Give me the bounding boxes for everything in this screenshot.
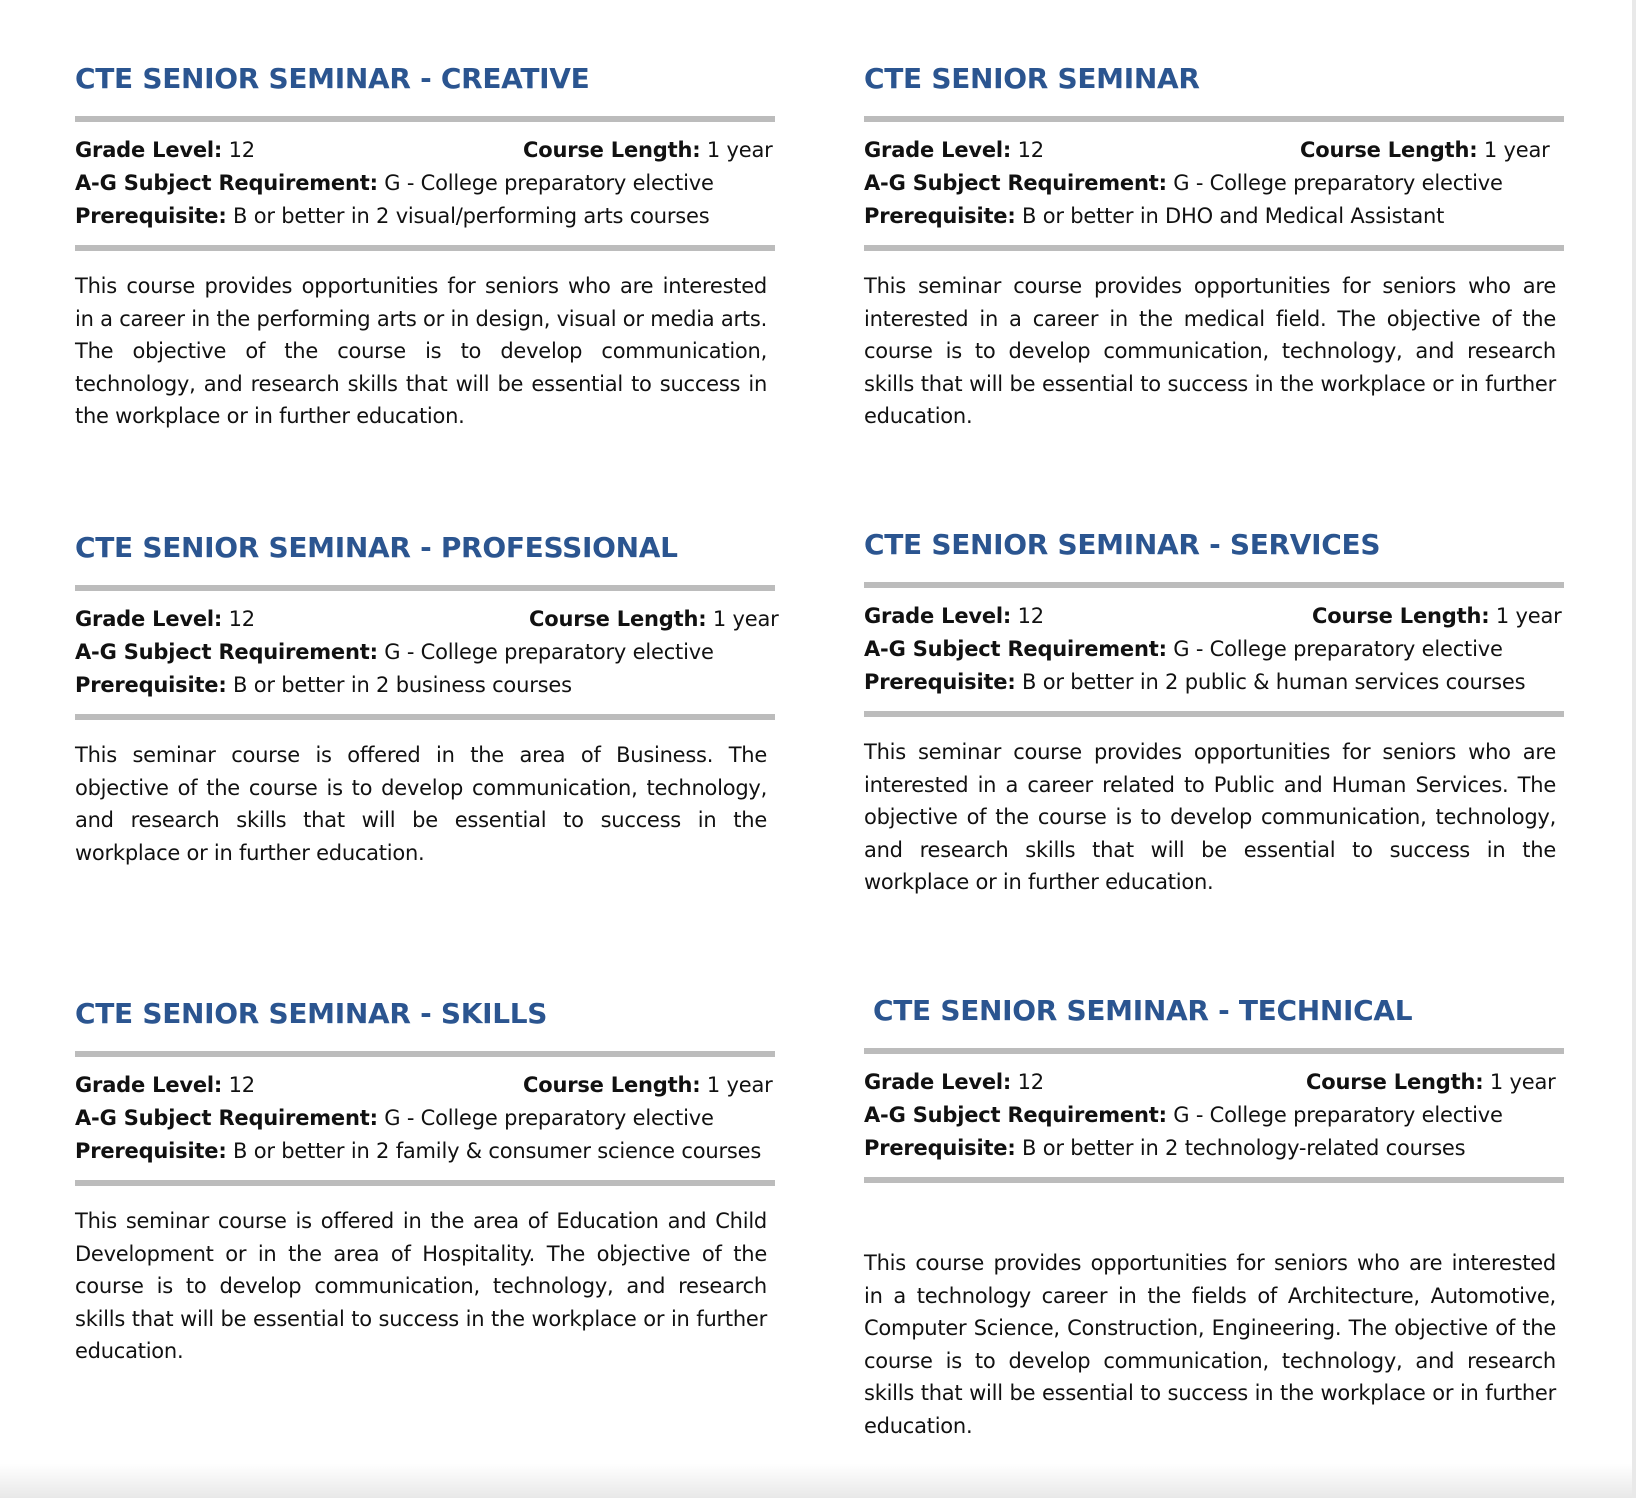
course-title: CTE SENIOR SEMINAR (864, 62, 1200, 95)
course-meta (75, 603, 779, 702)
course-description: This course provides opportunities for seniors who are interested in a technology career in the fields of Architecture, Automotive, Computer Science, Construction, Engineering. The objective of the course is to develop communication, technology, and research skills that will be essential to success in the workplace or in further education. (864, 1251, 1556, 1438)
course-title: CTE SENIOR SEMINAR - CREATIVE (75, 62, 590, 95)
ag-value: G - College preparatory elective (1173, 1103, 1503, 1127)
length-label: Course Length: (523, 1073, 701, 1097)
length-value: 1 year (1489, 1070, 1556, 1094)
course-card-medical (864, 60, 1564, 454)
grade-label: Grade Level: (864, 604, 1012, 628)
divider (864, 1048, 1564, 1054)
grade-value: 12 (228, 607, 255, 631)
prereq-label: Prerequisite: (864, 204, 1016, 228)
ag-label: A-G Subject Requirement: (864, 171, 1167, 195)
prereq-row (864, 1132, 1564, 1165)
divider (75, 116, 775, 122)
course-meta (864, 134, 1564, 233)
prereq-row (75, 1135, 775, 1168)
prereq-value: B or better in 2 technology-related courses (1022, 1136, 1466, 1160)
divider (75, 1051, 775, 1057)
course-title: CTE SENIOR SEMINAR - PROFESSIONAL (75, 531, 678, 564)
course-description: This seminar course is offered in the area of Education and Child Development or in the area of Hospitality. The objective of the course is to develop communication, technology, and research skills that will be essential to success in the workplace or in further education. (75, 1209, 767, 1363)
prereq-row (75, 669, 775, 702)
length-label: Course Length: (1312, 604, 1490, 628)
prereq-label: Prerequisite: (75, 204, 227, 228)
grade-label: Grade Level: (864, 1070, 1012, 1094)
ag-value: G - College preparatory elective (384, 640, 714, 664)
grade-row (75, 603, 779, 636)
course-description: This seminar course is offered in the area of Business. The objective of the course is to develop communication, technology, and research skills that will be essential to success in the workplace or in further education. (75, 743, 767, 865)
divider (864, 245, 1564, 251)
length-value: 1 year (706, 1073, 773, 1097)
course-card-skills (75, 995, 775, 1389)
divider (75, 714, 775, 720)
prereq-value: B or better in 2 visual/performing arts courses (233, 204, 710, 228)
ag-value: G - College preparatory elective (1173, 637, 1503, 661)
course-length (1306, 1066, 1556, 1099)
length-value: 1 year (1495, 604, 1562, 628)
length-label: Course Length: (1306, 1070, 1484, 1094)
grade-row (75, 1069, 775, 1102)
grade-row (864, 600, 1564, 633)
grade-row (864, 134, 1564, 167)
ag-label: A-G Subject Requirement: (75, 640, 378, 664)
divider (75, 585, 775, 591)
ag-label: A-G Subject Requirement: (75, 171, 378, 195)
divider (864, 582, 1564, 588)
course-title: CTE SENIOR SEMINAR - SERVICES (864, 528, 1381, 561)
ag-value: G - College preparatory elective (1173, 171, 1503, 195)
course-meta (864, 600, 1564, 699)
length-label: Course Length: (523, 138, 701, 162)
ag-value: G - College preparatory elective (384, 1106, 714, 1130)
grade-value: 12 (1017, 138, 1044, 162)
grade-value: 12 (1017, 1070, 1044, 1094)
ag-row (864, 167, 1564, 200)
course-description: This seminar course provides opportunities for seniors who are interested in a career related to Public and Human Services. The objective of the course is to develop communication, technology, and research skills that will be essential to success in the workplace or in further education. (864, 740, 1556, 894)
course-title: CTE SENIOR SEMINAR - TECHNICAL (873, 994, 1413, 1027)
prereq-label: Prerequisite: (75, 1139, 227, 1163)
course-meta (75, 134, 775, 233)
course-meta (75, 1069, 775, 1168)
course-card-technical (864, 992, 1564, 1463)
ag-row (75, 636, 775, 669)
prereq-value: B or better in 2 business courses (233, 673, 572, 697)
length-value: 1 year (1483, 138, 1550, 162)
course-length (523, 1069, 773, 1102)
page-bottom-shadow (0, 1464, 1636, 1498)
course-length (523, 134, 773, 167)
length-label: Course Length: (529, 607, 707, 631)
ag-label: A-G Subject Requirement: (864, 637, 1167, 661)
divider (75, 245, 775, 251)
divider (75, 1180, 775, 1186)
length-value: 1 year (706, 138, 773, 162)
prereq-value: B or better in 2 family & consumer science courses (233, 1139, 762, 1163)
divider (864, 711, 1564, 717)
ag-row (864, 1099, 1564, 1132)
grade-row (864, 1066, 1564, 1099)
prereq-label: Prerequisite: (864, 1136, 1016, 1160)
ag-row (75, 167, 775, 200)
length-label: Course Length: (1300, 138, 1478, 162)
ag-label: A-G Subject Requirement: (75, 1106, 378, 1130)
ag-row (864, 633, 1564, 666)
prereq-label: Prerequisite: (864, 670, 1016, 694)
course-length (1312, 600, 1562, 633)
grade-value: 12 (228, 1073, 255, 1097)
grade-value: 12 (1017, 604, 1044, 628)
course-description: This seminar course provides opportunities for seniors who are interested in a career in the medical field. The objective of the course is to develop communication, technology, and research skills that will be essential to success in the workplace or in further education. (864, 274, 1556, 428)
grade-label: Grade Level: (864, 138, 1012, 162)
ag-label: A-G Subject Requirement: (864, 1103, 1167, 1127)
course-title: CTE SENIOR SEMINAR - SKILLS (75, 997, 548, 1030)
grade-label: Grade Level: (75, 607, 223, 631)
prereq-label: Prerequisite: (75, 673, 227, 697)
prereq-value: B or better in DHO and Medical Assistant (1022, 204, 1445, 228)
prereq-value: B or better in 2 public & human services courses (1022, 670, 1526, 694)
length-value: 1 year (712, 607, 779, 631)
course-meta (864, 1066, 1564, 1165)
prereq-row (864, 666, 1564, 699)
course-length (529, 603, 779, 636)
divider (864, 116, 1564, 122)
scrollbar-track[interactable] (1632, 0, 1636, 1498)
course-length (1300, 134, 1550, 167)
ag-value: G - College preparatory elective (384, 171, 714, 195)
divider (864, 1177, 1564, 1183)
grade-label: Grade Level: (75, 1073, 223, 1097)
ag-row (75, 1102, 775, 1135)
course-description: This course provides opportunities for seniors who are interested in a career in the performing arts or in design, visual or media arts. The objective of the course is to develop communication, technology, and research skills that will be essential to success in the workplace or in further education. (75, 274, 767, 428)
course-card-creative (75, 60, 775, 454)
course-card-professional (75, 529, 779, 890)
course-card-services (864, 526, 1564, 920)
prereq-row (864, 200, 1564, 233)
grade-label: Grade Level: (75, 138, 223, 162)
grade-value: 12 (228, 138, 255, 162)
grade-row (75, 134, 775, 167)
prereq-row (75, 200, 775, 233)
